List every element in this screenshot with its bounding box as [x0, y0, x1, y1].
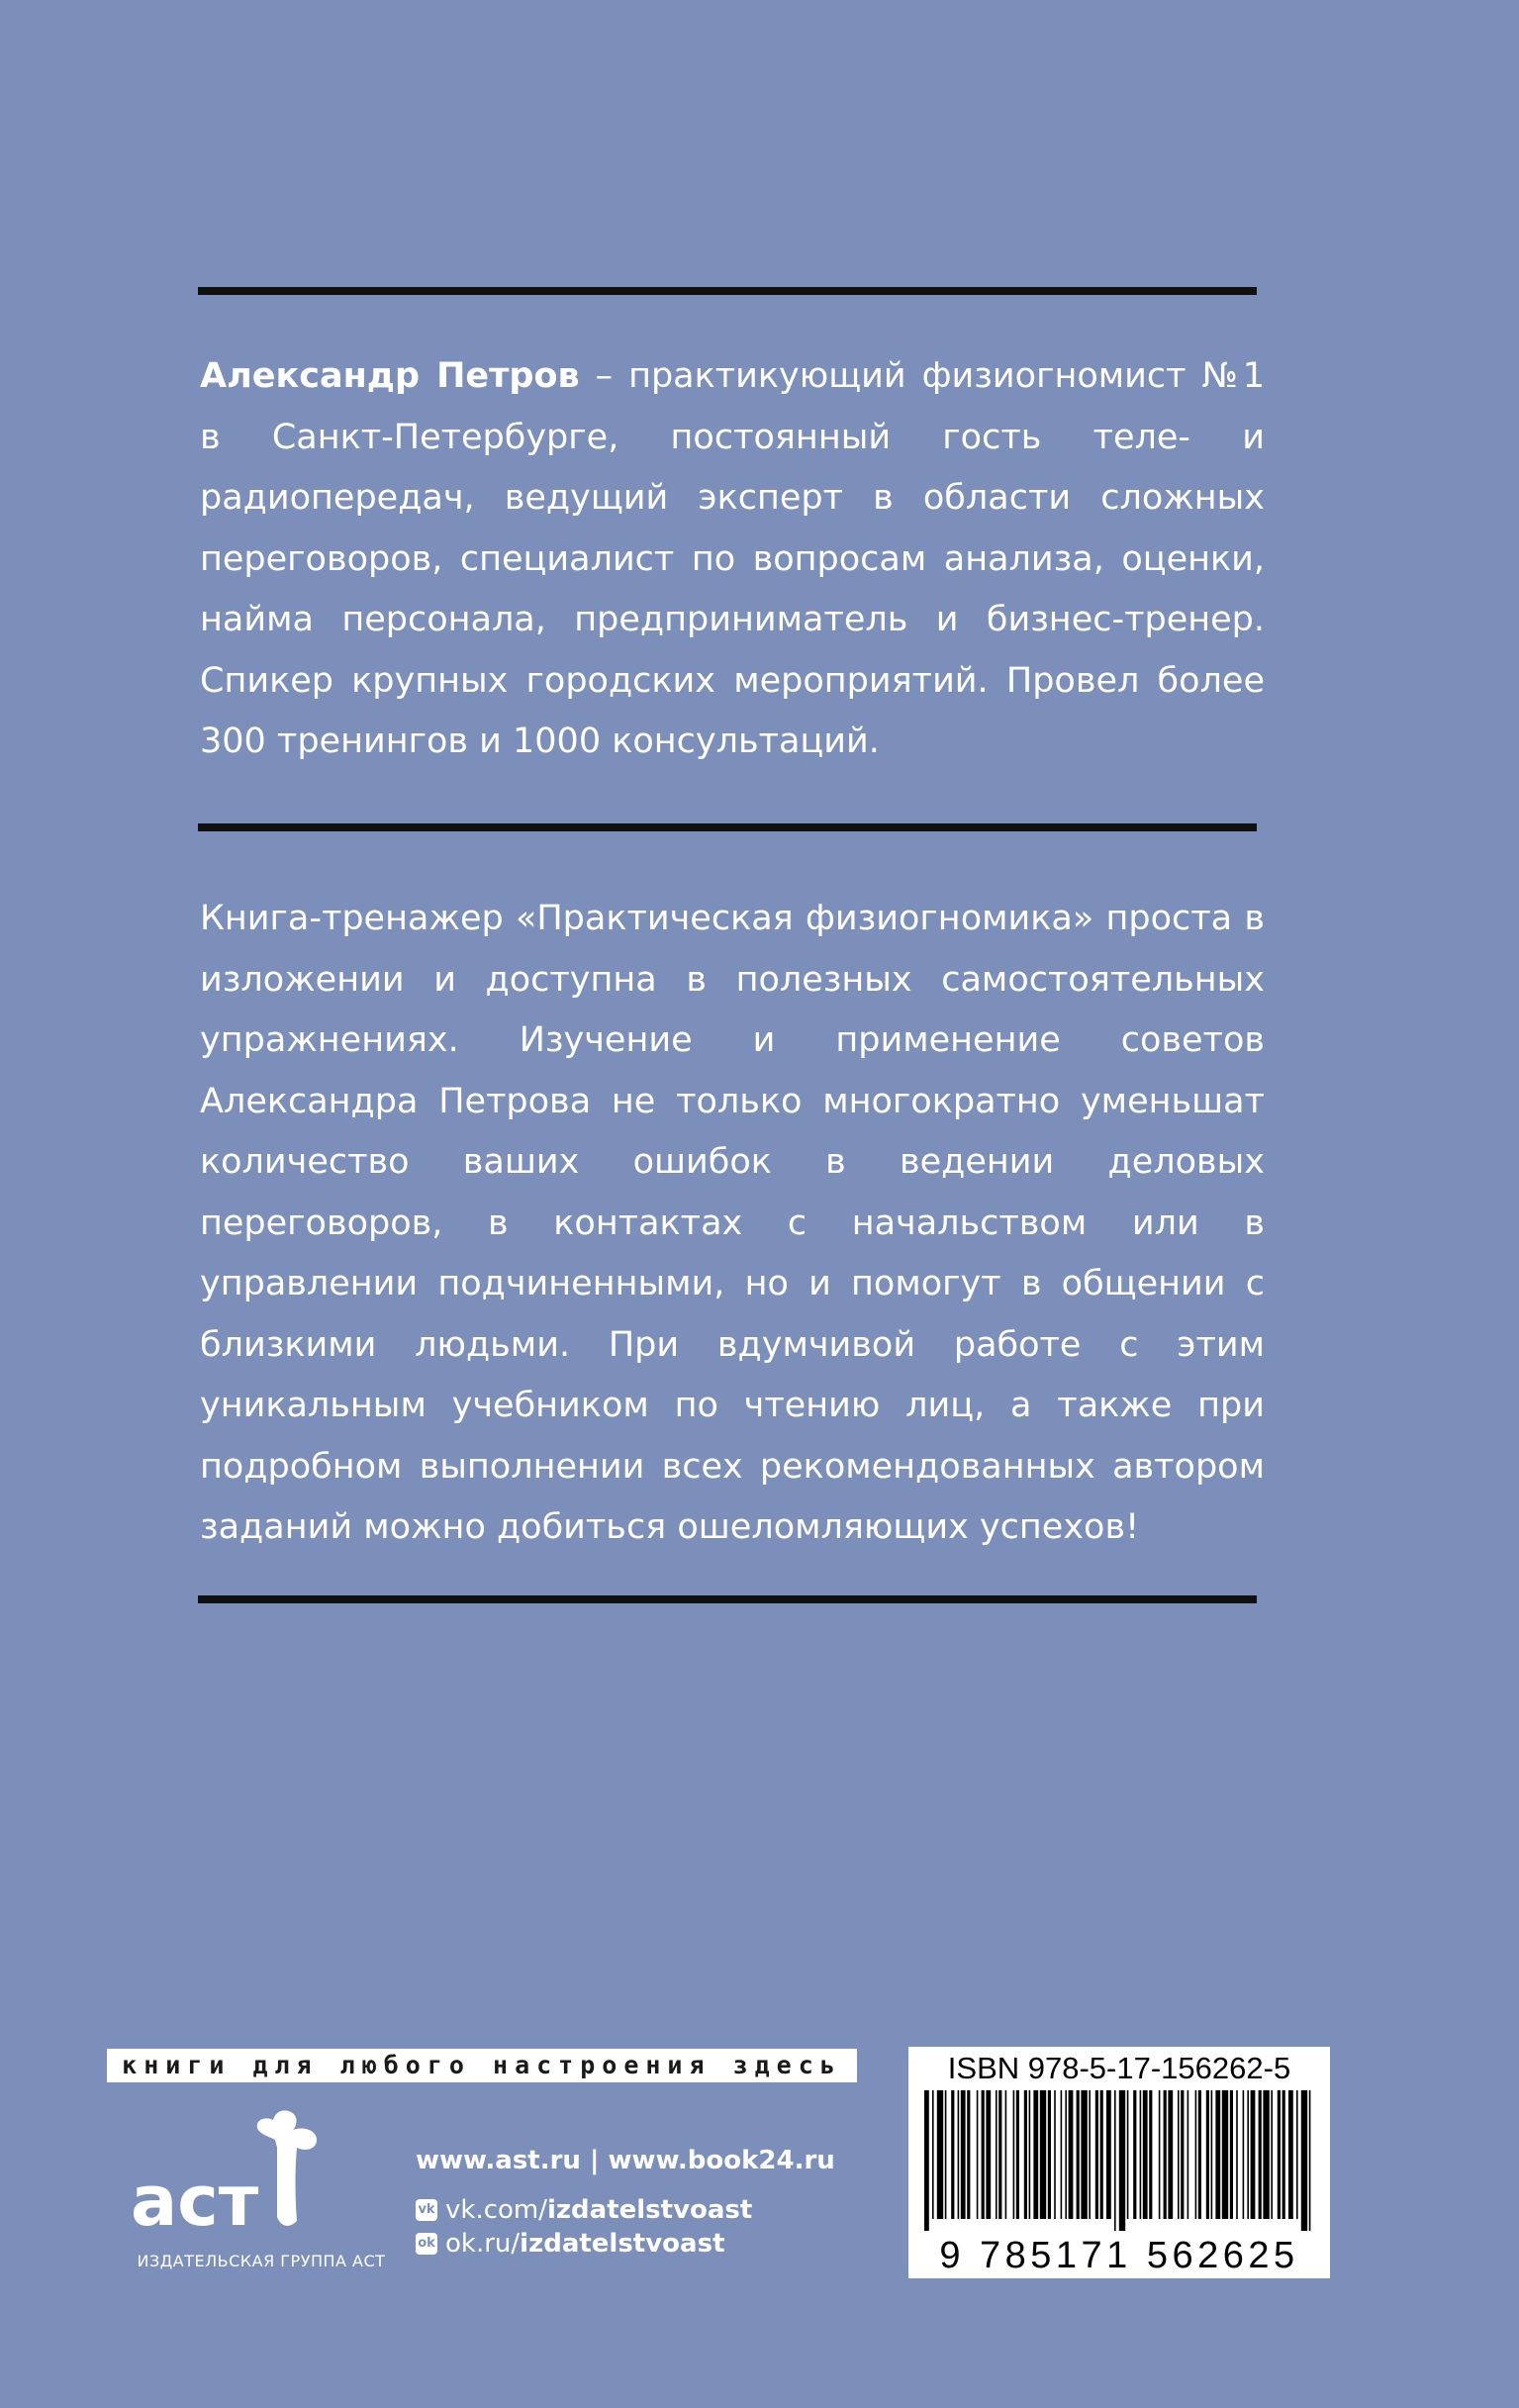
middle-divider	[198, 823, 1257, 831]
barcode-bar	[986, 2090, 991, 2219]
vk-link[interactable]	[416, 2193, 835, 2227]
barcode-bar	[951, 2090, 954, 2219]
barcode-bar	[1024, 2090, 1027, 2219]
barcode-bar	[945, 2090, 947, 2219]
barcode-bar	[1222, 2090, 1228, 2219]
barcode-digits: 9 785171 562625	[939, 2235, 1299, 2276]
barcode-bar	[998, 2090, 1001, 2219]
barcode-bar	[1133, 2090, 1136, 2219]
barcode-bar	[1054, 2090, 1056, 2219]
barcode-bar	[1081, 2090, 1087, 2219]
barcode-bar	[1089, 2090, 1091, 2219]
barcode-bar	[1168, 2090, 1173, 2219]
barcode-bar	[1236, 2090, 1238, 2219]
barcode-bar	[1206, 2090, 1209, 2219]
barcode-bar	[1140, 2090, 1142, 2219]
barcode-bar	[1271, 2090, 1273, 2219]
ast-logo-icon	[129, 2108, 386, 2247]
barcode-bar	[1048, 2090, 1051, 2219]
author-bio	[200, 346, 1265, 773]
author-name: Александр Петров	[200, 356, 580, 396]
barcode-bar	[1077, 2090, 1080, 2219]
barcode-bar	[1259, 2090, 1262, 2219]
publisher-links	[416, 2146, 835, 2261]
book-description: Книга-тренажер «Практическая физиогномика» проста в изложении и доступна в полезных самостоятельных упражнениях. Изучение и применение советов Александра Петрова не только многократно уменьшат количество ваших ошибок в ведении деловых переговоров, в контактах с начальством или в управлении подчиненными, но и помогут в общении с близкими людьми. При вдумчивой работе с этим уникальным учебником по чтению лиц, а также при подробном выполнении всех рекомендованных автором заданий можно добиться ошеломляющих успехов!	[200, 899, 1265, 1547]
bottom-divider	[198, 1595, 1257, 1603]
ok-url-prefix: ok.ru/	[445, 2229, 521, 2259]
top-divider	[198, 287, 1257, 295]
barcode-bar	[1005, 2090, 1007, 2219]
barcode-bar	[932, 2090, 934, 2219]
barcode-bar	[1309, 2090, 1311, 2231]
barcode-bar	[1230, 2090, 1233, 2219]
vk-url-prefix: vk.com/	[445, 2195, 547, 2225]
publisher-name: ИЗДАТЕЛЬСКАЯ ГРУППА АСТ	[137, 2252, 386, 2270]
barcode-bar	[1069, 2090, 1074, 2219]
logo-lettering: аст	[131, 2161, 259, 2242]
barcode-bar	[1288, 2090, 1293, 2219]
vk-handle: izdatelstvoast	[547, 2195, 753, 2225]
barcode-bar	[1061, 2090, 1063, 2219]
barcode-bar	[1282, 2090, 1285, 2219]
barcode-bar	[1301, 2090, 1307, 2231]
barcode-bar	[1127, 2090, 1129, 2219]
barcode-bar	[1243, 2090, 1245, 2219]
barcode-bar	[1149, 2090, 1152, 2219]
barcode-bar	[1211, 2090, 1213, 2219]
barcode-bar	[1013, 2090, 1015, 2219]
barcode-bar	[1187, 2090, 1189, 2219]
barcode-bar	[1100, 2090, 1103, 2219]
barcode-bar	[1178, 2090, 1180, 2219]
ok-link[interactable]	[416, 2227, 835, 2261]
barcode-bar	[1029, 2090, 1031, 2219]
barcode-bar	[961, 2090, 966, 2219]
barcode-bar	[996, 2090, 997, 2219]
barcode-bar	[1251, 2090, 1256, 2219]
isbn-barcode	[908, 2047, 1330, 2278]
isbn-number: ISBN 978-5-17-156262-5	[947, 2051, 1291, 2085]
barcode-bar	[1143, 2090, 1148, 2219]
barcode-bar	[967, 2090, 970, 2219]
barcode-bar	[1106, 2090, 1111, 2219]
barcode-bar	[1195, 2090, 1197, 2219]
barcode-bar	[977, 2090, 979, 2219]
barcode-bar	[1114, 2090, 1116, 2231]
vk-icon: vk	[416, 2199, 437, 2221]
barcode-bar	[982, 2090, 985, 2219]
barcode-bar	[1033, 2090, 1038, 2219]
barcode-bar	[1095, 2090, 1098, 2219]
barcode-bar	[1215, 2090, 1220, 2219]
barcode-bar	[1065, 2090, 1067, 2219]
barcode-bar	[1016, 2090, 1019, 2219]
ok-handle: izdatelstvoast	[520, 2229, 725, 2259]
barcode-bar	[1263, 2090, 1269, 2219]
barcode-bar	[1119, 2090, 1125, 2231]
ok-icon: ok	[416, 2233, 437, 2255]
barcode-bar	[924, 2090, 929, 2231]
barcode-bar	[937, 2090, 943, 2219]
barcode-bar	[1181, 2090, 1184, 2219]
tagline-banner: книги для любого настроения здесь	[107, 2049, 857, 2082]
barcode-bar	[958, 2090, 960, 2219]
barcode-bar	[1159, 2090, 1161, 2219]
barcode-bar	[1278, 2090, 1281, 2219]
barcode-bar	[1247, 2090, 1249, 2219]
barcode-bar	[1164, 2090, 1167, 2219]
barcode-bar	[1040, 2090, 1046, 2219]
barcode-bar	[1198, 2090, 1201, 2219]
barcode-bar	[1296, 2090, 1298, 2219]
website-links[interactable]: www.ast.ru | www.book24.ru	[416, 2146, 835, 2175]
author-bio-text: – практикующий физиогномист №1 в Санкт-Петербурге, постоянный гость теле- и радиопередач, ведущий эксперт в области сложных переговоров, специалист по вопросам анализа, оценки, найма персонала, предприниматель и бизнес-тренер. Спикер крупных городских мероприятий. Провел более 300 тренингов и 1000 консультаций.	[200, 356, 1265, 761]
barcode-bars	[918, 2090, 1320, 2231]
